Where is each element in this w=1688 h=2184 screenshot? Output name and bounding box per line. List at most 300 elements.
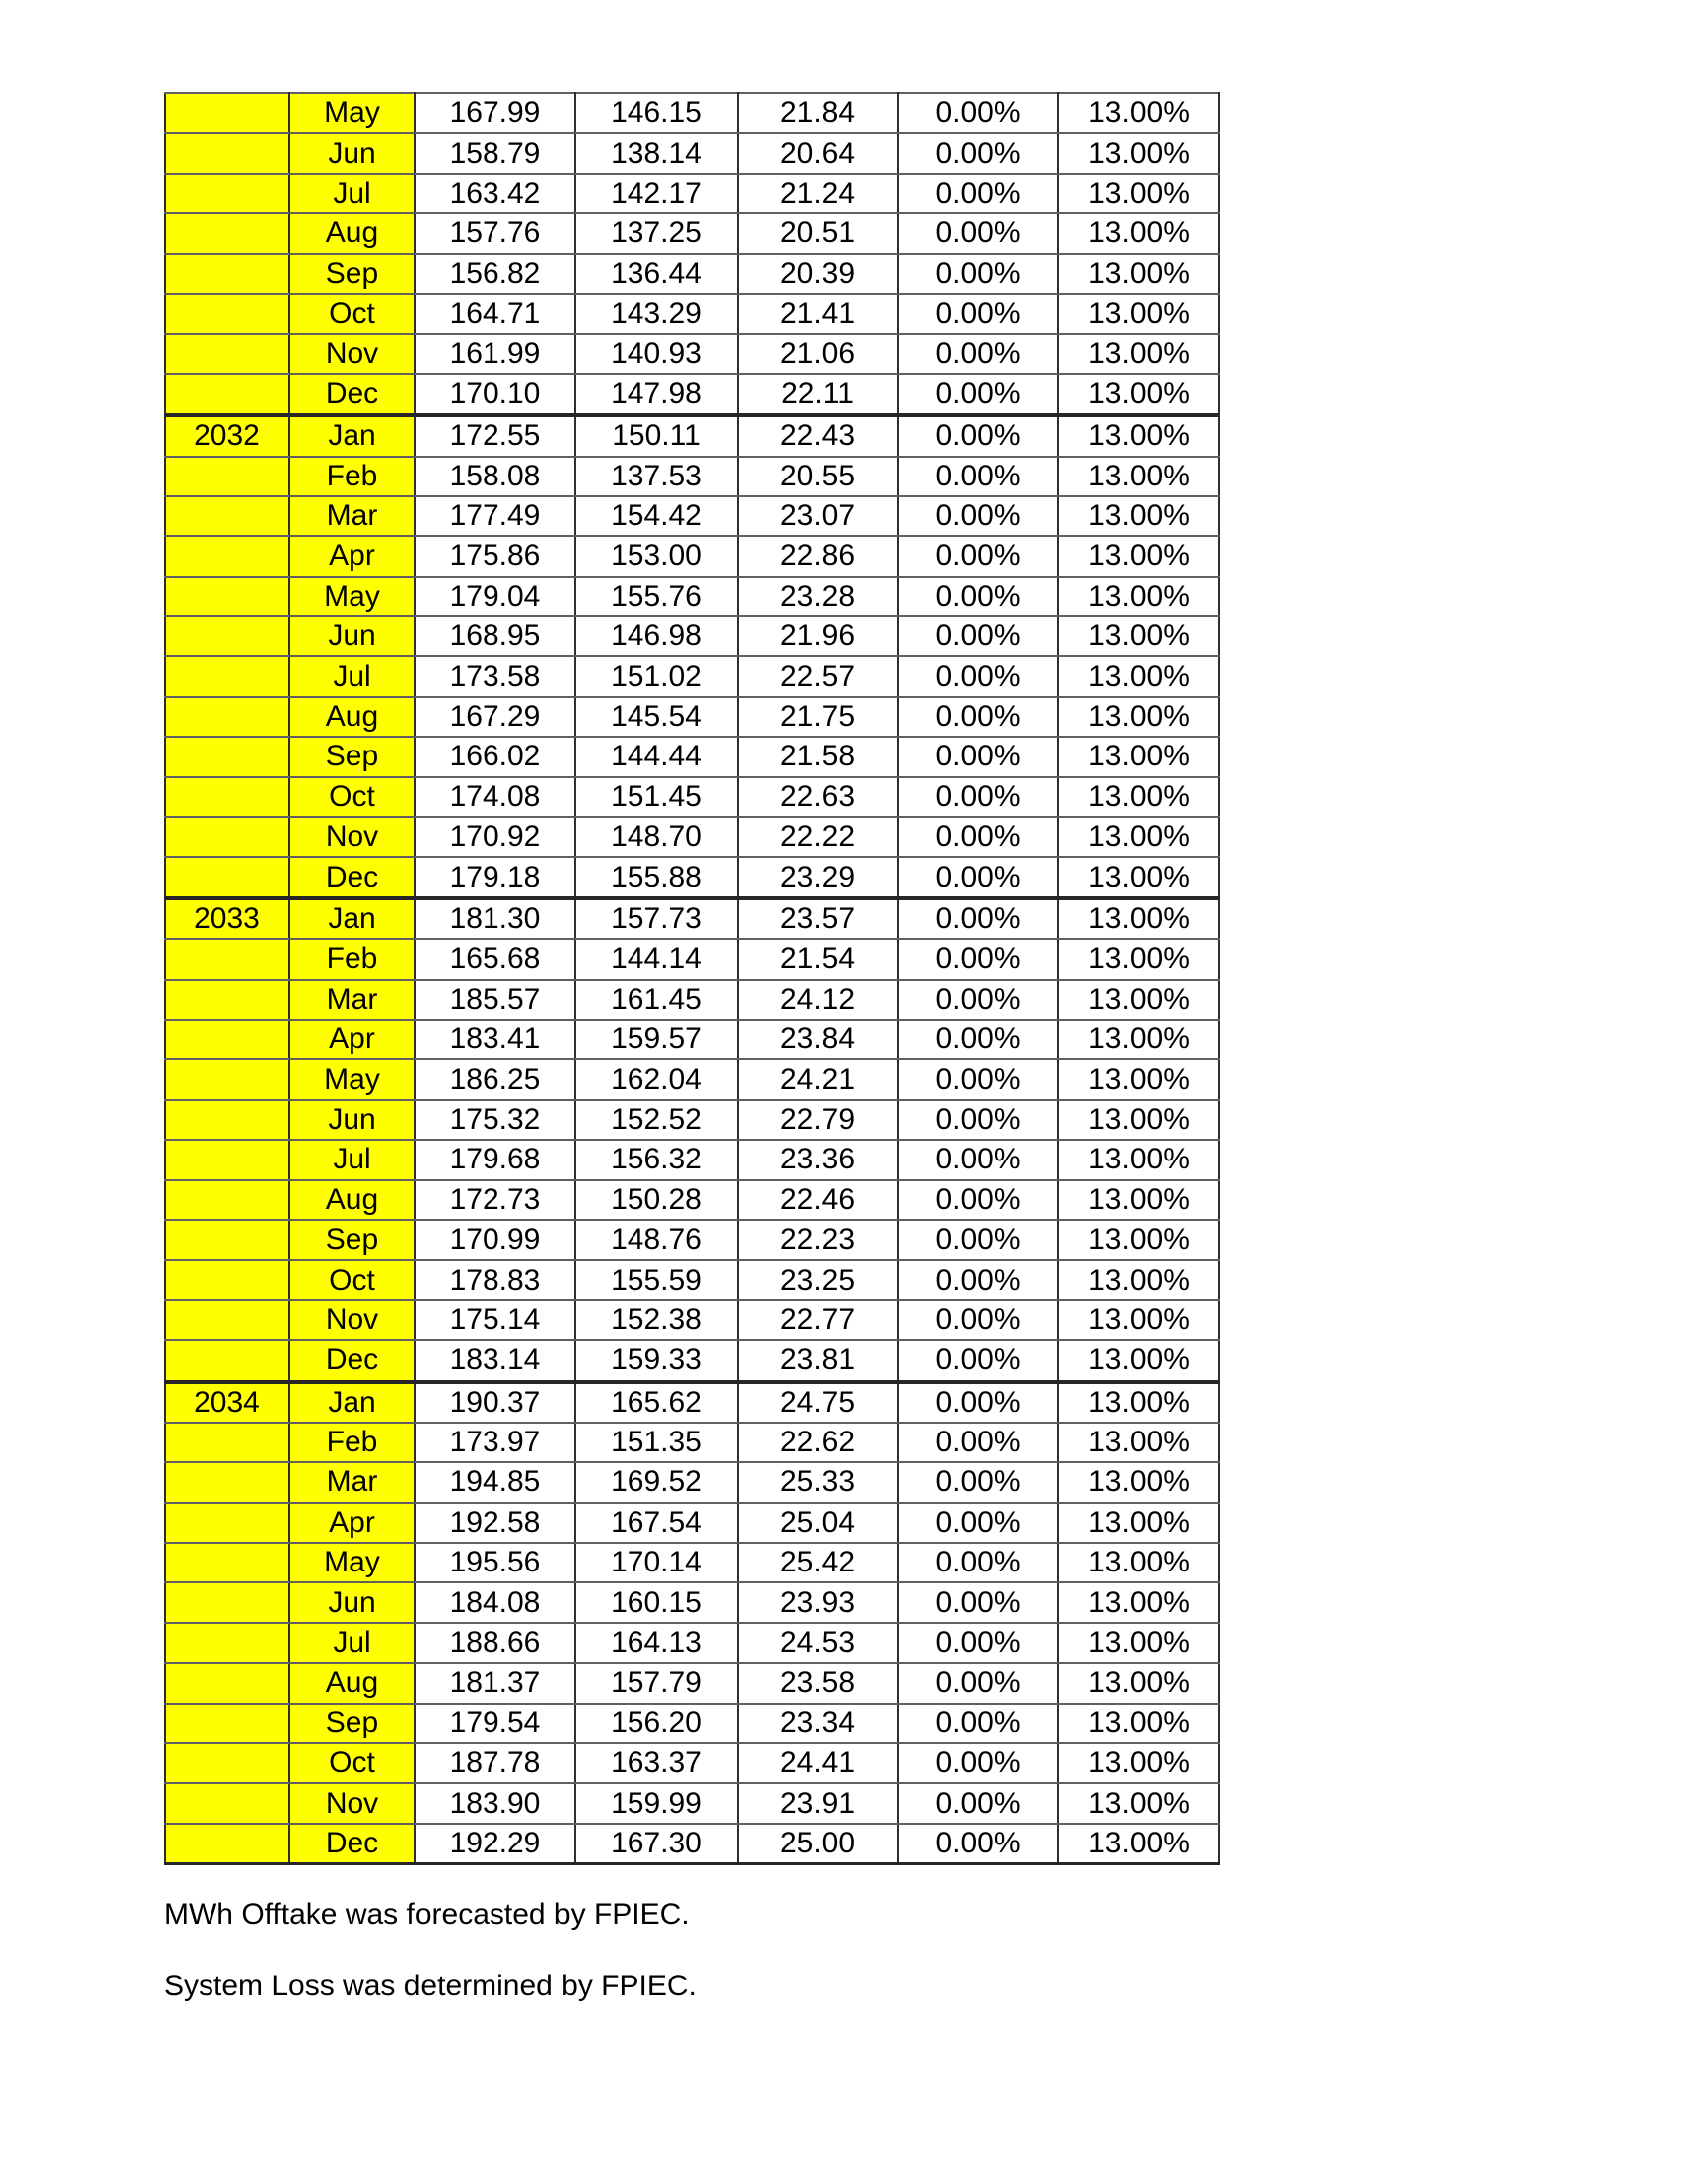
percent-cell: 13.00% (1058, 1260, 1219, 1299)
percent-cell: 0.00% (898, 1743, 1058, 1783)
value-cell: 148.76 (575, 1220, 738, 1260)
value-cell: 159.33 (575, 1340, 738, 1381)
percent-cell: 0.00% (898, 1059, 1058, 1099)
value-cell: 21.41 (738, 294, 898, 334)
value-cell: 151.02 (575, 656, 738, 696)
percent-cell: 0.00% (898, 737, 1058, 776)
year-cell (165, 133, 289, 173)
value-cell: 157.73 (575, 898, 738, 939)
month-cell: Apr (289, 1503, 415, 1543)
value-cell: 188.66 (415, 1623, 575, 1663)
value-cell: 179.54 (415, 1704, 575, 1743)
year-cell (165, 1300, 289, 1340)
month-cell: Jan (289, 898, 415, 939)
value-cell: 22.62 (738, 1423, 898, 1462)
value-cell: 161.99 (415, 334, 575, 373)
value-cell: 172.55 (415, 415, 575, 456)
month-cell: May (289, 577, 415, 616)
month-cell: Dec (289, 1824, 415, 1864)
value-cell: 22.79 (738, 1100, 898, 1140)
value-cell: 161.45 (575, 980, 738, 1020)
table-row (165, 1100, 1219, 1140)
value-cell: 25.04 (738, 1503, 898, 1543)
value-cell: 24.75 (738, 1382, 898, 1423)
value-cell: 137.53 (575, 457, 738, 496)
value-cell: 194.85 (415, 1462, 575, 1502)
value-cell: 178.83 (415, 1260, 575, 1299)
value-cell: 142.17 (575, 174, 738, 213)
percent-cell: 0.00% (898, 857, 1058, 897)
year-cell (165, 1824, 289, 1864)
value-cell: 184.08 (415, 1582, 575, 1622)
value-cell: 173.97 (415, 1423, 575, 1462)
value-cell: 23.34 (738, 1704, 898, 1743)
table-row (165, 213, 1219, 253)
value-cell: 22.46 (738, 1180, 898, 1220)
month-cell: May (289, 93, 415, 133)
year-cell (165, 374, 289, 415)
table-row (165, 1300, 1219, 1340)
value-cell: 159.57 (575, 1020, 738, 1059)
percent-cell: 0.00% (898, 415, 1058, 456)
value-cell: 181.37 (415, 1663, 575, 1703)
table-row (165, 616, 1219, 656)
percent-cell: 13.00% (1058, 254, 1219, 294)
year-cell (165, 1100, 289, 1140)
table-row (165, 898, 1219, 939)
percent-cell: 0.00% (898, 1423, 1058, 1462)
year-cell: 2034 (165, 1382, 289, 1423)
value-cell: 167.99 (415, 93, 575, 133)
year-cell (165, 1663, 289, 1703)
year-cell: 2032 (165, 415, 289, 456)
value-cell: 22.11 (738, 374, 898, 415)
month-cell: Oct (289, 1260, 415, 1299)
value-cell: 165.62 (575, 1382, 738, 1423)
percent-cell: 0.00% (898, 1260, 1058, 1299)
percent-cell: 0.00% (898, 334, 1058, 373)
table-row (165, 577, 1219, 616)
value-cell: 21.96 (738, 616, 898, 656)
value-cell: 175.32 (415, 1100, 575, 1140)
year-cell (165, 1783, 289, 1823)
value-cell: 21.58 (738, 737, 898, 776)
year-cell (165, 1423, 289, 1462)
value-cell: 163.42 (415, 174, 575, 213)
value-cell: 23.57 (738, 898, 898, 939)
month-cell: Jul (289, 1623, 415, 1663)
percent-cell: 13.00% (1058, 1100, 1219, 1140)
percent-cell: 13.00% (1058, 174, 1219, 213)
value-cell: 23.91 (738, 1783, 898, 1823)
table-body (165, 93, 1219, 1864)
value-cell: 168.95 (415, 616, 575, 656)
percent-cell: 0.00% (898, 294, 1058, 334)
value-cell: 192.29 (415, 1824, 575, 1864)
value-cell: 154.42 (575, 496, 738, 536)
table-row (165, 1382, 1219, 1423)
year-cell (165, 294, 289, 334)
value-cell: 22.86 (738, 536, 898, 576)
value-cell: 23.58 (738, 1663, 898, 1703)
percent-cell: 13.00% (1058, 1743, 1219, 1783)
value-cell: 22.63 (738, 777, 898, 817)
value-cell: 163.37 (575, 1743, 738, 1783)
offtake-forecast-table (164, 92, 1220, 1865)
month-cell: Jun (289, 616, 415, 656)
month-cell: Dec (289, 374, 415, 415)
percent-cell: 13.00% (1058, 1020, 1219, 1059)
percent-cell: 0.00% (898, 133, 1058, 173)
table-row (165, 1340, 1219, 1381)
value-cell: 183.14 (415, 1340, 575, 1381)
percent-cell: 0.00% (898, 616, 1058, 656)
year-cell (165, 697, 289, 737)
table-row (165, 1503, 1219, 1543)
percent-cell: 0.00% (898, 1663, 1058, 1703)
table-row (165, 1462, 1219, 1502)
value-cell: 25.00 (738, 1824, 898, 1864)
year-cell (165, 213, 289, 253)
year-cell (165, 334, 289, 373)
percent-cell: 0.00% (898, 656, 1058, 696)
note-mwh-offtake: MWh Offtake was forecasted by FPIEC. (164, 1898, 690, 1931)
year-cell (165, 1503, 289, 1543)
year-cell (165, 1582, 289, 1622)
value-cell: 20.51 (738, 213, 898, 253)
year-cell (165, 174, 289, 213)
table-row (165, 656, 1219, 696)
value-cell: 173.58 (415, 656, 575, 696)
percent-cell: 13.00% (1058, 1824, 1219, 1864)
year-cell (165, 93, 289, 133)
month-cell: Feb (289, 939, 415, 979)
value-cell: 145.54 (575, 697, 738, 737)
month-cell: Jul (289, 656, 415, 696)
value-cell: 23.36 (738, 1140, 898, 1179)
year-cell (165, 817, 289, 857)
month-cell: Oct (289, 1743, 415, 1783)
value-cell: 137.25 (575, 213, 738, 253)
value-cell: 155.88 (575, 857, 738, 897)
percent-cell: 0.00% (898, 1382, 1058, 1423)
value-cell: 170.10 (415, 374, 575, 415)
month-cell: Dec (289, 1340, 415, 1381)
value-cell: 177.49 (415, 496, 575, 536)
value-cell: 22.57 (738, 656, 898, 696)
month-cell: Oct (289, 777, 415, 817)
percent-cell: 13.00% (1058, 374, 1219, 415)
percent-cell: 0.00% (898, 1020, 1058, 1059)
percent-cell: 13.00% (1058, 1382, 1219, 1423)
value-cell: 25.42 (738, 1543, 898, 1582)
percent-cell: 0.00% (898, 1623, 1058, 1663)
value-cell: 146.98 (575, 616, 738, 656)
value-cell: 23.93 (738, 1582, 898, 1622)
percent-cell: 13.00% (1058, 939, 1219, 979)
percent-cell: 0.00% (898, 777, 1058, 817)
month-cell: Apr (289, 536, 415, 576)
table-row (165, 939, 1219, 979)
value-cell: 156.82 (415, 254, 575, 294)
table-row (165, 777, 1219, 817)
value-cell: 24.12 (738, 980, 898, 1020)
table-row (165, 1582, 1219, 1622)
month-cell: Sep (289, 1220, 415, 1260)
value-cell: 164.13 (575, 1623, 738, 1663)
percent-cell: 0.00% (898, 1140, 1058, 1179)
table-row (165, 334, 1219, 373)
value-cell: 152.52 (575, 1100, 738, 1140)
value-cell: 146.15 (575, 93, 738, 133)
percent-cell: 0.00% (898, 939, 1058, 979)
value-cell: 179.68 (415, 1140, 575, 1179)
year-cell (165, 656, 289, 696)
value-cell: 23.84 (738, 1020, 898, 1059)
value-cell: 187.78 (415, 1743, 575, 1783)
table-row (165, 133, 1219, 173)
value-cell: 21.84 (738, 93, 898, 133)
value-cell: 164.71 (415, 294, 575, 334)
month-cell: Jul (289, 174, 415, 213)
year-cell (165, 1462, 289, 1502)
percent-cell: 0.00% (898, 213, 1058, 253)
value-cell: 21.54 (738, 939, 898, 979)
percent-cell: 13.00% (1058, 817, 1219, 857)
percent-cell: 13.00% (1058, 1543, 1219, 1582)
value-cell: 151.35 (575, 1423, 738, 1462)
value-cell: 20.39 (738, 254, 898, 294)
percent-cell: 13.00% (1058, 1220, 1219, 1260)
table-row (165, 1260, 1219, 1299)
value-cell: 22.23 (738, 1220, 898, 1260)
month-cell: Oct (289, 294, 415, 334)
percent-cell: 13.00% (1058, 1462, 1219, 1502)
table-row (165, 1543, 1219, 1582)
value-cell: 179.18 (415, 857, 575, 897)
value-cell: 166.02 (415, 737, 575, 776)
month-cell: Aug (289, 213, 415, 253)
year-cell (165, 1140, 289, 1179)
value-cell: 23.29 (738, 857, 898, 897)
percent-cell: 13.00% (1058, 93, 1219, 133)
percent-cell: 13.00% (1058, 1423, 1219, 1462)
percent-cell: 13.00% (1058, 133, 1219, 173)
value-cell: 159.99 (575, 1783, 738, 1823)
percent-cell: 13.00% (1058, 457, 1219, 496)
value-cell: 140.93 (575, 334, 738, 373)
year-cell (165, 1180, 289, 1220)
percent-cell: 13.00% (1058, 857, 1219, 897)
value-cell: 20.55 (738, 457, 898, 496)
month-cell: Nov (289, 817, 415, 857)
month-cell: Feb (289, 1423, 415, 1462)
month-cell: Sep (289, 737, 415, 776)
value-cell: 144.44 (575, 737, 738, 776)
percent-cell: 0.00% (898, 898, 1058, 939)
table-row (165, 1423, 1219, 1462)
percent-cell: 0.00% (898, 1582, 1058, 1622)
value-cell: 25.33 (738, 1462, 898, 1502)
percent-cell: 13.00% (1058, 737, 1219, 776)
value-cell: 186.25 (415, 1059, 575, 1099)
year-cell (165, 737, 289, 776)
table-row (165, 697, 1219, 737)
percent-cell: 0.00% (898, 697, 1058, 737)
month-cell: Dec (289, 857, 415, 897)
percent-cell: 0.00% (898, 1220, 1058, 1260)
year-cell (165, 536, 289, 576)
percent-cell: 13.00% (1058, 616, 1219, 656)
percent-cell: 0.00% (898, 1704, 1058, 1743)
value-cell: 175.86 (415, 536, 575, 576)
value-cell: 167.30 (575, 1824, 738, 1864)
table-row (165, 857, 1219, 897)
year-cell (165, 1543, 289, 1582)
value-cell: 167.54 (575, 1503, 738, 1543)
value-cell: 181.30 (415, 898, 575, 939)
month-cell: Mar (289, 1462, 415, 1502)
table-row (165, 374, 1219, 415)
value-cell: 165.68 (415, 939, 575, 979)
percent-cell: 0.00% (898, 1503, 1058, 1543)
year-cell (165, 1743, 289, 1783)
value-cell: 150.28 (575, 1180, 738, 1220)
table-row (165, 254, 1219, 294)
percent-cell: 0.00% (898, 174, 1058, 213)
month-cell: Feb (289, 457, 415, 496)
table-row (165, 1623, 1219, 1663)
year-cell (165, 254, 289, 294)
value-cell: 158.08 (415, 457, 575, 496)
value-cell: 136.44 (575, 254, 738, 294)
value-cell: 160.15 (575, 1582, 738, 1622)
percent-cell: 0.00% (898, 496, 1058, 536)
percent-cell: 13.00% (1058, 1704, 1219, 1743)
month-cell: Mar (289, 980, 415, 1020)
percent-cell: 0.00% (898, 254, 1058, 294)
value-cell: 23.07 (738, 496, 898, 536)
table-row (165, 817, 1219, 857)
value-cell: 21.75 (738, 697, 898, 737)
value-cell: 156.32 (575, 1140, 738, 1179)
percent-cell: 13.00% (1058, 415, 1219, 456)
percent-cell: 13.00% (1058, 213, 1219, 253)
year-cell (165, 457, 289, 496)
percent-cell: 13.00% (1058, 1783, 1219, 1823)
value-cell: 157.79 (575, 1663, 738, 1703)
year-cell (165, 616, 289, 656)
value-cell: 174.08 (415, 777, 575, 817)
value-cell: 22.22 (738, 817, 898, 857)
year-cell (165, 980, 289, 1020)
percent-cell: 0.00% (898, 1824, 1058, 1864)
month-cell: Aug (289, 1663, 415, 1703)
percent-cell: 0.00% (898, 1462, 1058, 1502)
value-cell: 156.20 (575, 1704, 738, 1743)
value-cell: 138.14 (575, 133, 738, 173)
value-cell: 143.29 (575, 294, 738, 334)
value-cell: 24.21 (738, 1059, 898, 1099)
year-cell (165, 1340, 289, 1381)
percent-cell: 13.00% (1058, 898, 1219, 939)
value-cell: 170.92 (415, 817, 575, 857)
year-cell (165, 1059, 289, 1099)
value-cell: 190.37 (415, 1382, 575, 1423)
month-cell: Nov (289, 334, 415, 373)
table-row (165, 93, 1219, 133)
month-cell: Nov (289, 1783, 415, 1823)
percent-cell: 13.00% (1058, 1663, 1219, 1703)
value-cell: 144.14 (575, 939, 738, 979)
percent-cell: 13.00% (1058, 1059, 1219, 1099)
percent-cell: 13.00% (1058, 334, 1219, 373)
value-cell: 195.56 (415, 1543, 575, 1582)
value-cell: 150.11 (575, 415, 738, 456)
year-cell (165, 577, 289, 616)
table-row (165, 457, 1219, 496)
month-cell: Jan (289, 1382, 415, 1423)
percent-cell: 13.00% (1058, 697, 1219, 737)
percent-cell: 13.00% (1058, 1180, 1219, 1220)
percent-cell: 0.00% (898, 1340, 1058, 1381)
value-cell: 179.04 (415, 577, 575, 616)
percent-cell: 0.00% (898, 980, 1058, 1020)
percent-cell: 0.00% (898, 817, 1058, 857)
month-cell: Nov (289, 1300, 415, 1340)
value-cell: 153.00 (575, 536, 738, 576)
month-cell: Sep (289, 1704, 415, 1743)
value-cell: 23.28 (738, 577, 898, 616)
percent-cell: 13.00% (1058, 1300, 1219, 1340)
month-cell: Jun (289, 1582, 415, 1622)
value-cell: 185.57 (415, 980, 575, 1020)
percent-cell: 13.00% (1058, 1503, 1219, 1543)
month-cell: Apr (289, 1020, 415, 1059)
year-cell (165, 1260, 289, 1299)
table-row (165, 1704, 1219, 1743)
table-row (165, 1020, 1219, 1059)
month-cell: May (289, 1059, 415, 1099)
percent-cell: 13.00% (1058, 656, 1219, 696)
value-cell: 151.45 (575, 777, 738, 817)
year-cell (165, 1704, 289, 1743)
percent-cell: 0.00% (898, 536, 1058, 576)
table-row (165, 1180, 1219, 1220)
percent-cell: 0.00% (898, 93, 1058, 133)
table-row (165, 1783, 1219, 1823)
value-cell: 170.14 (575, 1543, 738, 1582)
month-cell: Jan (289, 415, 415, 456)
percent-cell: 13.00% (1058, 777, 1219, 817)
month-cell: Sep (289, 254, 415, 294)
percent-cell: 0.00% (898, 1100, 1058, 1140)
value-cell: 23.25 (738, 1260, 898, 1299)
percent-cell: 13.00% (1058, 1140, 1219, 1179)
value-cell: 24.41 (738, 1743, 898, 1783)
percent-cell: 13.00% (1058, 980, 1219, 1020)
month-cell: Jun (289, 133, 415, 173)
value-cell: 23.81 (738, 1340, 898, 1381)
value-cell: 183.90 (415, 1783, 575, 1823)
table-row (165, 1059, 1219, 1099)
value-cell: 170.99 (415, 1220, 575, 1260)
value-cell: 158.79 (415, 133, 575, 173)
value-cell: 155.76 (575, 577, 738, 616)
month-cell: Jul (289, 1140, 415, 1179)
percent-cell: 13.00% (1058, 577, 1219, 616)
value-cell: 22.77 (738, 1300, 898, 1340)
